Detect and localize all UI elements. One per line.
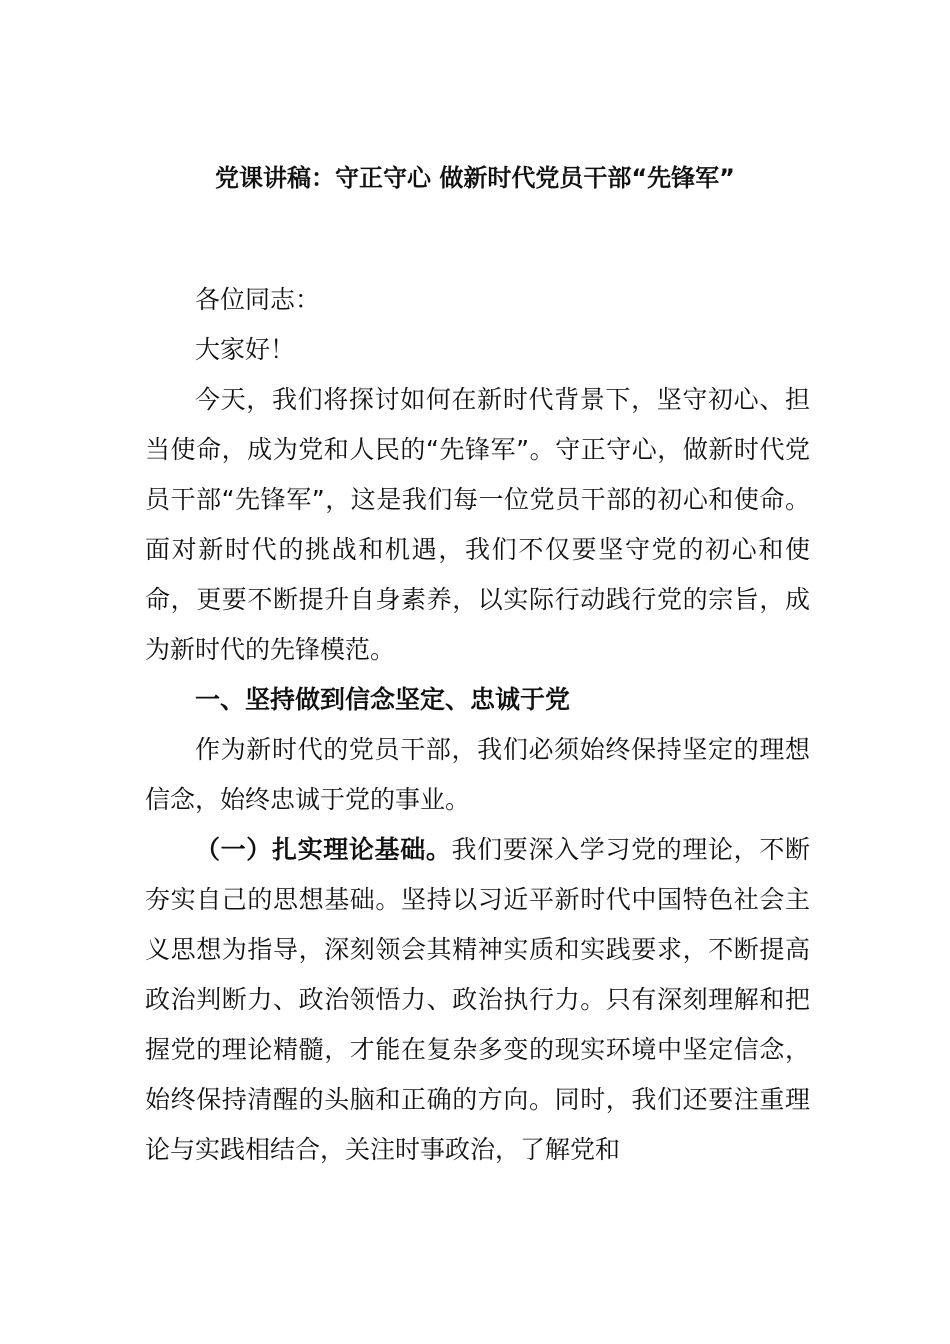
subsection-label: （一）扎实理论基础。: [195, 835, 452, 864]
subsection-text: 我们要深入学习党的理论，不断夯实自己的思想基础。坚持以习近平新时代中国特色社会主义思想为指导，深刻领会其精神实质和实践要求，不断提高政治判断力、政治领悟力、政治执行力。只有深刻理解和把握党的理论精髓，才能在复杂多变的现实环境中坚定信念，始终保持清醒的头脑和正确的方向。同时，我们还要注重理论与实践相结合，关注时事政治，了解党和: [145, 835, 810, 1164]
section-heading: 一、坚持做到信念坚定、忠诚于党: [195, 685, 571, 714]
section-lead-paragraph: 作为新时代的党员干部，我们必须始终保持坚定的理想信念，始终忠诚于党的事业。: [145, 735, 810, 814]
subsection-paragraph: [145, 825, 810, 1175]
intro-paragraph: 今天，我们将探讨如何在新时代背景下，坚守初心、担当使命，成为党和人民的“先锋军”。守正守心，做新时代党员干部“先锋军”，这是我们每一位党员干部的初心和使命。面对新时代的挑战和机遇，我们不仅要坚守党的初心和使命，更要不断提升自身素养，以实际行动践行党的宗旨，成为新时代的先锋模范。: [145, 385, 810, 664]
salutation: 各位同志：: [195, 285, 321, 314]
document-title: 党课讲稿：守正守心 做新时代党员干部“先锋军”: [215, 164, 735, 192]
document-body: [145, 275, 810, 1175]
greeting: 大家好！: [195, 335, 296, 364]
